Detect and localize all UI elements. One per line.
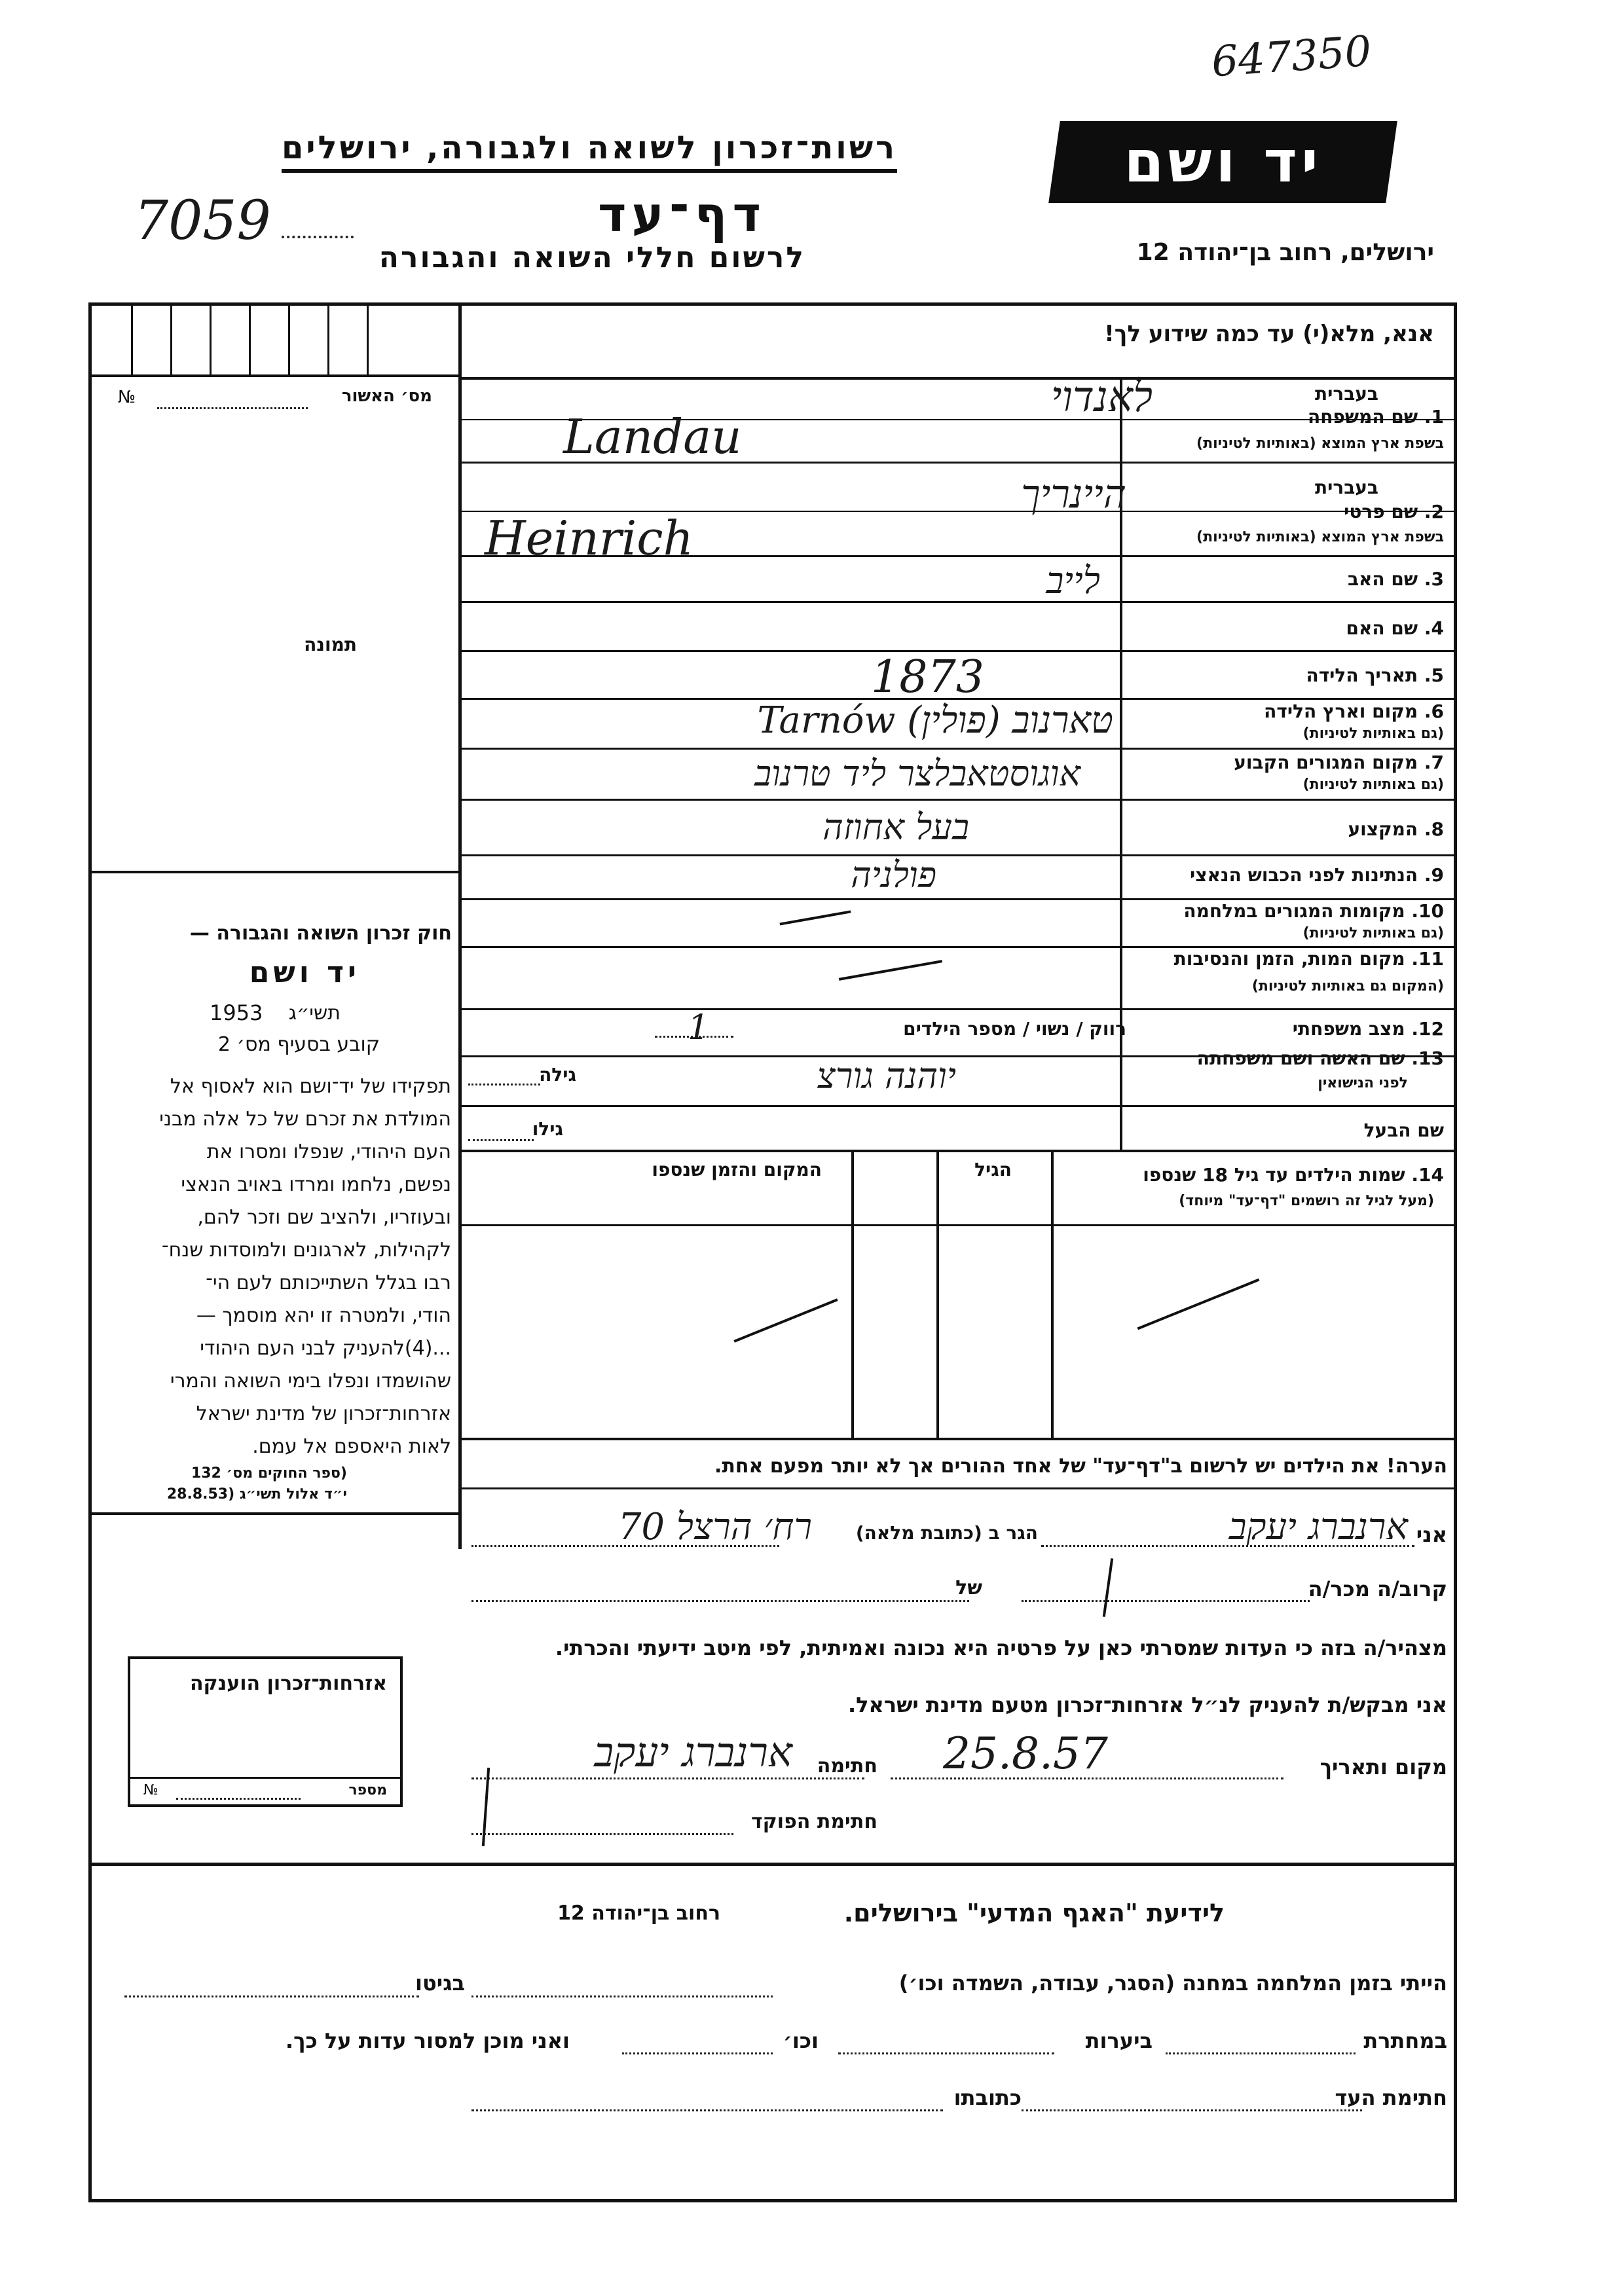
wife-age-field bbox=[468, 1084, 540, 1085]
witness-signature-label: חתימת העד bbox=[1335, 2085, 1447, 2110]
field-7-num: 7. bbox=[1424, 752, 1444, 773]
declarant-signature: ארנברג יעקב bbox=[594, 1728, 792, 1776]
info-line-1: הייתי בזמן המלחמה במחנה (הסגר, עבודה, השמדה וכו׳) bbox=[898, 1971, 1447, 1995]
field-2-label-text: שם פרטי bbox=[1344, 501, 1418, 522]
birth-place: טארנוב (פולין) Tarnów bbox=[757, 699, 1113, 742]
children-age-header: הגיל bbox=[974, 1159, 1012, 1180]
children-age-divider-right bbox=[936, 1152, 939, 1440]
row-rule bbox=[458, 1150, 1454, 1152]
field-11-label bbox=[1174, 948, 1444, 970]
field-13-sub: לפני הנישואין bbox=[1318, 1075, 1408, 1091]
fields-top-rule bbox=[458, 377, 1454, 380]
husband-age-field bbox=[468, 1139, 534, 1141]
children-count: 1 bbox=[688, 1008, 710, 1048]
husband-name-label: שם הבעל bbox=[1363, 1120, 1444, 1141]
field-12-num: 12. bbox=[1411, 1018, 1444, 1040]
husband-age-label: גילו bbox=[532, 1118, 563, 1140]
declarant-ani: אני bbox=[1416, 1522, 1447, 1547]
certificate-number-label: מספר bbox=[348, 1782, 387, 1798]
field-11-label-text: מקום המות, הזמן והנסיבות bbox=[1173, 948, 1405, 970]
testimony-offer: ואני מוכן למסור עדות על כך. bbox=[285, 2028, 570, 2053]
field-4-label bbox=[1346, 617, 1444, 639]
row-rule bbox=[458, 854, 1454, 856]
approval-number-field bbox=[157, 407, 308, 409]
law-line: רבו בגלל השתייכותם לעם הי־ bbox=[206, 1271, 451, 1294]
law-name: יד ושם bbox=[249, 956, 360, 989]
witness-address-label: כתובתו bbox=[953, 2085, 1022, 2110]
given-name-latin: Heinrich bbox=[485, 511, 693, 566]
law-block-bottom bbox=[92, 1512, 462, 1515]
ghetto-label: בגיטו bbox=[415, 1971, 465, 1995]
field-14-sub: (מעל לגיל זה רושמים "דף־עד" מיוחד) bbox=[1179, 1193, 1434, 1209]
field-9-label bbox=[1190, 864, 1444, 886]
relation-field bbox=[1022, 1600, 1310, 1602]
place-date-label: מקום ותאריך bbox=[1320, 1755, 1447, 1779]
certificate-box bbox=[128, 1656, 403, 1807]
certificate-inner-rule bbox=[130, 1777, 400, 1779]
etc-label: וכו׳ bbox=[783, 2028, 819, 2053]
law-reference-2: י״ד אלול תשי״ג (28.8.53 bbox=[166, 1486, 347, 1503]
field-2-sub: בשפת ארץ המוצא (באותיות לטיניות) bbox=[1196, 529, 1444, 545]
of-label: של bbox=[955, 1576, 982, 1599]
approval-label: מס׳ האשור bbox=[341, 386, 432, 406]
declaration-text: מצהיר/ה בזה כי העדות שמסרתי כאן על פרטיה היא נכונה ואמיתית, לפי מיטב ידיעתי והכרתי. bbox=[555, 1635, 1447, 1660]
certificate-title: אזרחות־זכרון הוענקה bbox=[189, 1672, 387, 1695]
ghetto-field-right bbox=[471, 1995, 773, 1997]
children-name-divider bbox=[1051, 1152, 1054, 1440]
field-6-label bbox=[1264, 701, 1444, 722]
section-divider bbox=[92, 1863, 1454, 1866]
field-1-sub: בשפת ארץ המוצא (באותיות לטיניות) bbox=[1196, 435, 1444, 452]
certificate-number-prefix: № bbox=[143, 1782, 158, 1798]
law-line: תפקידו של יד־ושם הוא לאסוף אל bbox=[170, 1075, 451, 1098]
law-line: המולדת את זכרם של כל אלה מבני bbox=[159, 1108, 451, 1131]
law-text bbox=[92, 1070, 455, 1463]
intro-instruction: אנא, מלא(י) עד כמה שידוע לך! bbox=[1104, 321, 1434, 347]
field-6-sub: (גם באותיות לטיניות) bbox=[1302, 725, 1444, 742]
field-2-sub-heb: בעברית bbox=[1314, 477, 1378, 498]
form-title: דף־עד bbox=[598, 187, 766, 243]
field-8-num: 8. bbox=[1424, 818, 1444, 840]
law-reference-1: (ספר החוקים מס׳ 132 bbox=[191, 1465, 347, 1482]
father-name: לייב bbox=[1046, 560, 1100, 602]
declaration-date: 25.8.57 bbox=[943, 1728, 1108, 1779]
field-10-label bbox=[1183, 900, 1444, 922]
etc-field bbox=[622, 2052, 773, 2054]
field-14-label-text: שמות הילדים עד גיל 18 שנספו bbox=[1143, 1164, 1405, 1186]
row-rule bbox=[458, 1008, 1454, 1010]
field-5-num: 5. bbox=[1424, 665, 1444, 686]
officer-signature-field bbox=[471, 1833, 733, 1835]
signature-field bbox=[471, 1777, 864, 1779]
field-10-label-text: מקומות המגורים במלחמה bbox=[1183, 900, 1405, 922]
law-line: העם היהודי, שנפלו ומסרו את bbox=[206, 1140, 451, 1163]
note-bottom-rule bbox=[462, 1487, 1457, 1489]
field-1-num: 1. bbox=[1424, 406, 1444, 428]
children-age-divider-left bbox=[851, 1152, 854, 1440]
field-3-label bbox=[1348, 568, 1444, 590]
law-line: ...(4)להעניק לבני העם היהודי bbox=[200, 1337, 451, 1360]
law-line: הודי, ולמטרה זו יהא מוסמך — bbox=[196, 1304, 451, 1327]
field-7-label-text: מקום המגורים הקבוע bbox=[1234, 752, 1418, 773]
witness-address-field bbox=[471, 2109, 943, 2111]
row-rule bbox=[458, 601, 1454, 603]
approval-no-symbol: № bbox=[118, 388, 136, 407]
children-bottom-rule bbox=[458, 1438, 1454, 1440]
photo-area-bottom bbox=[92, 871, 458, 873]
signature-label: חתימה bbox=[817, 1755, 877, 1777]
certificate-number-field bbox=[176, 1798, 301, 1800]
field-5-label bbox=[1306, 665, 1444, 686]
logo-text: יד ושם bbox=[1124, 128, 1322, 195]
field-7-label bbox=[1234, 752, 1444, 773]
note-text: הערה! את הילדים יש לרשום ב"דף־עד" של אחד ההורים אך לא יותר מפעם אחת. bbox=[714, 1455, 1447, 1478]
law-title: חוק זכרון השואה והגבורה — bbox=[189, 922, 452, 945]
field-6-num: 6. bbox=[1424, 701, 1444, 722]
wife-name: יוהנה גורצ bbox=[817, 1055, 956, 1097]
photo-label: תמונה bbox=[304, 634, 357, 655]
field-10-num: 10. bbox=[1411, 900, 1444, 922]
law-year: 1953 bbox=[210, 1000, 263, 1025]
field-12-label bbox=[1293, 1018, 1444, 1040]
request-text: אני מבקש/ת להעניק לנ״ל אזרחות־זכרון מטעם מדינת ישראל. bbox=[848, 1692, 1447, 1717]
witness-signature-field bbox=[1022, 2109, 1362, 2111]
row-rule bbox=[458, 1105, 1454, 1107]
institute-address: ירושלים, רחוב בן־יהודה 12 bbox=[1136, 239, 1434, 266]
forests-field bbox=[838, 2052, 1054, 2054]
handwritten-reference: 647350 bbox=[1209, 27, 1373, 87]
field-10-sub: (גם באותיות לטיניות) bbox=[1302, 925, 1444, 941]
field-7-sub: (גם באותיות לטיניות) bbox=[1302, 776, 1444, 793]
form-number-dots bbox=[282, 236, 354, 238]
field-13-num: 13. bbox=[1411, 1048, 1444, 1069]
field-4-num: 4. bbox=[1424, 617, 1444, 639]
field-11-sub: (המקום גם באותיות לטיניות) bbox=[1251, 978, 1444, 994]
relative-label: קרוב/ה מכר/ה bbox=[1308, 1576, 1447, 1601]
field-2-num: 2. bbox=[1424, 501, 1444, 522]
forests-label: ביערות bbox=[1085, 2028, 1153, 2053]
law-year-heb: תשי״ג bbox=[288, 1002, 341, 1025]
field-8-label bbox=[1348, 818, 1444, 840]
ghetto-field bbox=[124, 1995, 419, 1997]
field-9-label-text: הנתינות לפני הכבוש הנאצי bbox=[1190, 864, 1418, 886]
field-3-num: 3. bbox=[1424, 568, 1444, 590]
field-1-sub-heb: בעברית bbox=[1314, 383, 1378, 405]
declarant-address: רח׳ הרצל 70 bbox=[618, 1506, 812, 1548]
authority-name: רשות־זכרון לשואה ולגבורה, ירושלים bbox=[282, 130, 897, 173]
field-8-label-text: המקצוע bbox=[1348, 818, 1418, 840]
field-5-label-text: תאריך הלידה bbox=[1306, 665, 1418, 686]
field-3-label-text: שם האב bbox=[1347, 568, 1418, 590]
form-subtitle: לרשום חללי השואה והגבורה bbox=[378, 241, 805, 274]
info-title: לידיעת "האגף המדעי" בירושלים. bbox=[843, 1899, 1225, 1927]
row-rule bbox=[458, 799, 1454, 801]
field-14-num: 14. bbox=[1411, 1164, 1444, 1186]
relative-of-field bbox=[471, 1600, 969, 1602]
officer-signature-label: חתימת הפוקד bbox=[751, 1810, 877, 1833]
nationality: פולניה bbox=[851, 854, 936, 896]
office-boxes bbox=[92, 305, 458, 377]
underground-field bbox=[1166, 2052, 1356, 2054]
law-line: שהושמדו ונפלו בימי השואה והמרי bbox=[170, 1370, 451, 1393]
law-line: לאות היאספם אל עמם. bbox=[252, 1435, 451, 1458]
law-line: לקהילות, לארגונים ולמוסדות שנח־ bbox=[161, 1239, 451, 1262]
row-rule bbox=[458, 748, 1454, 750]
field-6-label-text: מקום וארץ הלידה bbox=[1264, 701, 1418, 722]
info-address: רחוב בן־יהודה 12 bbox=[557, 1902, 720, 1925]
left-column-divider bbox=[458, 305, 462, 1549]
surname-hebrew: לאנדוי bbox=[1050, 373, 1153, 422]
children-place-header: המקום והזמן שנספו bbox=[652, 1159, 822, 1180]
marital-status-options: רווק / נשוי / מספר הילדים bbox=[903, 1018, 1126, 1040]
children-header-rule bbox=[458, 1224, 1454, 1226]
form-number: 7059 bbox=[134, 190, 271, 252]
wife-age-label: גילה bbox=[539, 1064, 576, 1085]
law-line: אזרחות־זכרון של מדינת ישראל bbox=[196, 1402, 451, 1425]
address-label: הגר ב (כתובת מלאה) bbox=[855, 1522, 1038, 1544]
row-rule bbox=[458, 419, 1120, 420]
birth-date: 1873 bbox=[871, 651, 985, 703]
field-12-label-text: מצב משפחתי bbox=[1292, 1018, 1405, 1040]
field-13-label-text: שם האשה ושם משפחתה bbox=[1196, 1048, 1405, 1069]
given-name-hebrew: היינריך bbox=[1021, 471, 1126, 517]
field-1-label bbox=[1308, 406, 1444, 428]
yad-vashem-logo bbox=[1048, 121, 1397, 203]
surname-latin: Landau bbox=[563, 409, 742, 464]
profession: בעל אחוזה bbox=[822, 807, 969, 848]
underground-label: במחתרת bbox=[1363, 2028, 1447, 2053]
permanent-residence: אוגוסטאבלצר ליד טרנוב bbox=[754, 753, 1080, 794]
field-1-label-text: שם המשפחה bbox=[1308, 406, 1418, 428]
field-9-num: 9. bbox=[1424, 864, 1444, 886]
field-2-label bbox=[1344, 501, 1444, 522]
law-line: נפשם, נלחמו ומרדו באויב הנאצי bbox=[181, 1173, 451, 1196]
field-11-num: 11. bbox=[1411, 948, 1444, 970]
field-4-label-text: שם האם bbox=[1346, 617, 1418, 639]
field-14-label bbox=[1143, 1164, 1444, 1186]
field-13-label bbox=[1197, 1048, 1444, 1069]
law-line: ובעוזריו, ולהציב שם וזכר להם, bbox=[197, 1206, 451, 1229]
declarant-name: ארנברג יעקב bbox=[1228, 1506, 1408, 1548]
law-clause: קובע בסעיף מס׳ 2 bbox=[217, 1033, 380, 1056]
